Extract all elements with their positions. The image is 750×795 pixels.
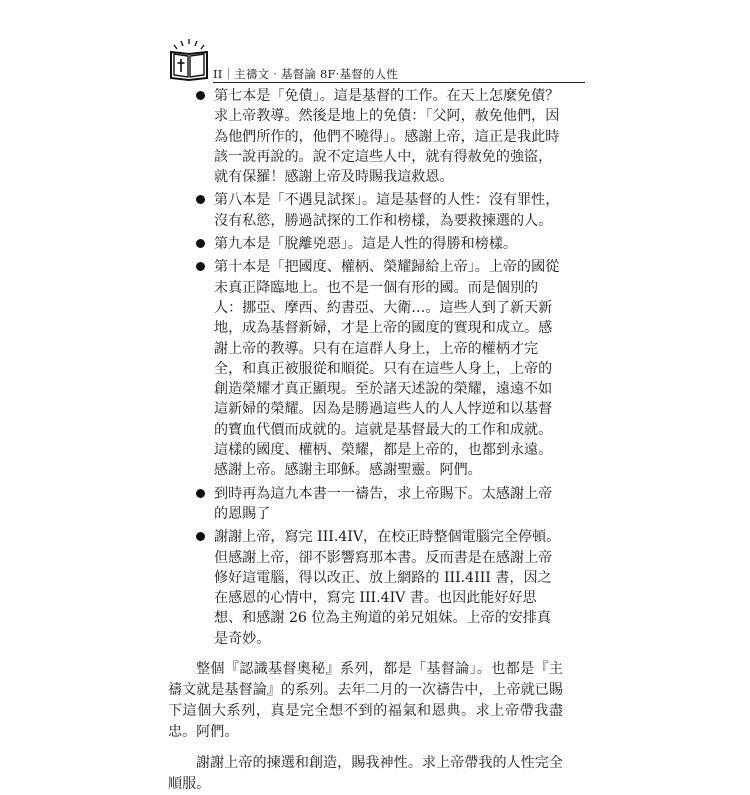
list-item — [168, 190, 563, 231]
bullet-dot-icon — [196, 91, 205, 100]
bullet-list — [168, 86, 563, 649]
page-body — [168, 86, 563, 795]
body-paragraph: 謝謝上帝的揀選和創造，賜我神性。求上帝帶我的人性完全順服。 — [168, 755, 563, 793]
list-item-text: 謝謝上帝，寫完 III.4IV，在校正時整個電腦完全停頓。但感謝上帝，卻不影響寫那本書。反而書是在感謝上帝修好這電腦，得以改正、放上網路的 III.4III 書，因之在感恩的心情中，寫完 III.4IV 書。也因此能好好思想、和感謝 26 位為主殉道的弟兄姐妹。上帝的安排真是奇妙。 — [214, 529, 561, 647]
page-header — [167, 38, 587, 84]
running-header-title: II｜主禱文‧基督論 8F‧基督的人性 — [213, 67, 398, 81]
list-item — [168, 484, 563, 525]
list-item — [168, 234, 563, 254]
list-item — [168, 86, 563, 187]
list-item-text: 第十本是「把國度、權柄、榮耀歸給上帝」。上帝的國從未真正降臨地上。也不是一個有形的國。而是個別的人：挪亞、摩西、約書亞、大衛…。這些人到了新天新地，成為基督新婦，才是上帝的國度的實現和成立。感謝上帝的教導。只有在這群人身上，上帝的權柄才完全，和真正被服從和順從。只有在這些人身上，上帝的創造榮耀才真正顯現。至於諸天述說的榮耀，遠遠不如這新婦的榮耀。因為是勝過這些人的人人悖逆和以基督的寶血代價而成就的。這就是基督最大的工作和成就。這樣的國度、權柄、榮耀，都是上帝的，也都到永遠。感謝上帝。感謝主耶穌。感謝聖靈。阿們。 — [214, 259, 560, 479]
list-item-text: 第八本是「不遇見試探」。這是基督的人性：沒有罪性，沒有私慾，勝過試探的工作和榜樣，為要救揀選的人。 — [214, 192, 560, 229]
list-item — [168, 257, 563, 480]
body-paragraph: 整個『認識基督奧秘』系列，都是「基督論」。也都是『主禱文就是基督論』的系列。去年二月的一次禱告中，上帝就已賜下這個大系列，真是完全想不到的福氣和恩典。求上帝帶我盡忠。阿們。 — [168, 661, 563, 741]
bullet-dot-icon — [196, 262, 205, 271]
open-book-with-cross-icon — [167, 38, 211, 82]
list-item-text: 第九本是「脫離兇惡」。這是人性的得勝和榜樣。 — [214, 236, 518, 253]
list-item — [168, 527, 563, 649]
bullet-dot-icon — [196, 489, 205, 498]
bullet-dot-icon — [196, 195, 205, 204]
list-item-text: 第七本是「免債」。這是基督的工作。在天上怎麼免債？求上帝教導。然後是地上的免債：「父阿，赦免他們，因為他們所作的，他們不曉得」。感謝上帝，這正是我此時該一說再說的。說不定這些人中，就有得赦免的強盜，就有保羅！感謝上帝及時賜我這救恩。 — [214, 88, 560, 186]
bullet-dot-icon — [196, 239, 205, 248]
list-item-text: 到時再為這九本書一一禱告，求上帝賜下。太感謝上帝的恩賜了 — [214, 485, 553, 522]
header-rule — [213, 82, 585, 83]
bullet-dot-icon — [196, 532, 205, 541]
